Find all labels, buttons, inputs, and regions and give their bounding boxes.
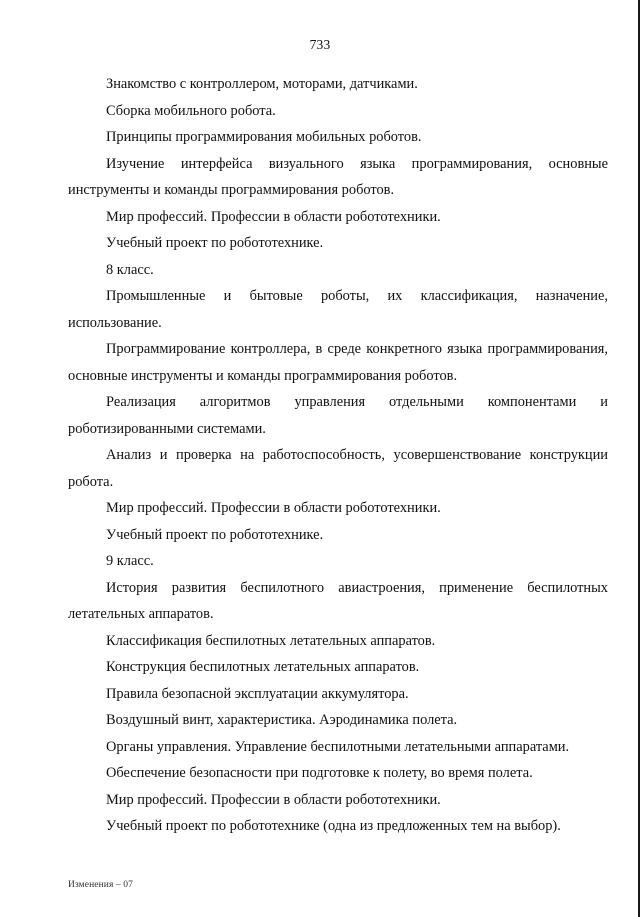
paragraph: Органы управления. Управление беспилотными летательными аппаратами.: [106, 738, 570, 755]
paragraph: Принципы программирования мобильных роботов.: [106, 129, 422, 145]
paragraph: Мир профессий. Профессии в области робототехники.: [106, 791, 441, 808]
paragraph: Классификация беспилотных летательных аппаратов.: [106, 632, 436, 649]
footer-revision: Изменения – 07: [68, 880, 133, 890]
paragraph: Сборка мобильного робота.: [106, 102, 276, 119]
paragraph: Мир профессий. Профессии в области робототехники.: [106, 500, 441, 516]
paragraph: Реализация алгоритмов управления отдельными компонентами и роботизированными системами.: [68, 394, 608, 437]
paragraph: Учебный проект по робототехнике.: [106, 526, 324, 543]
paragraph: История развития беспилотного авиастроения, применение беспилотных летательных аппаратов.: [68, 579, 608, 622]
paragraph: Обеспечение безопасности при подготовке к полету, во время полета.: [106, 765, 533, 781]
page-number: 733: [309, 37, 331, 52]
paragraph: Анализ и проверка на работоспособность, усовершенствование конструкции робота.: [68, 447, 608, 490]
paragraph: Правила безопасной эксплуатации аккумулятора.: [106, 685, 409, 702]
grade-heading: 8 класс.: [106, 261, 154, 278]
paragraph: Учебный проект по робототехнике (одна из предложенных тем на выбор).: [106, 818, 561, 834]
paragraph: Конструкция беспилотных летательных аппаратов.: [106, 659, 420, 675]
page-body: [68, 71, 608, 840]
paragraph: Мир профессий. Профессии в области робототехники.: [106, 208, 441, 225]
paragraph: Знакомство с контроллером, моторами, датчиками.: [106, 76, 418, 92]
paragraph: Промышленные и бытовые роботы, их классификация, назначение, использование.: [68, 288, 608, 331]
paragraph: Учебный проект по робототехнике.: [106, 235, 324, 251]
grade-heading: 9 класс.: [106, 553, 154, 569]
paragraph: Воздушный винт, характеристика. Аэродинамика полета.: [106, 712, 458, 728]
paragraph: Программирование контроллера, в среде конкретного языка программирования, основные инструменты и команды программирования роботов.: [68, 341, 608, 384]
paragraph: Изучение интерфейса визуального языка программирования, основные инструменты и команды программирования роботов.: [68, 155, 608, 198]
